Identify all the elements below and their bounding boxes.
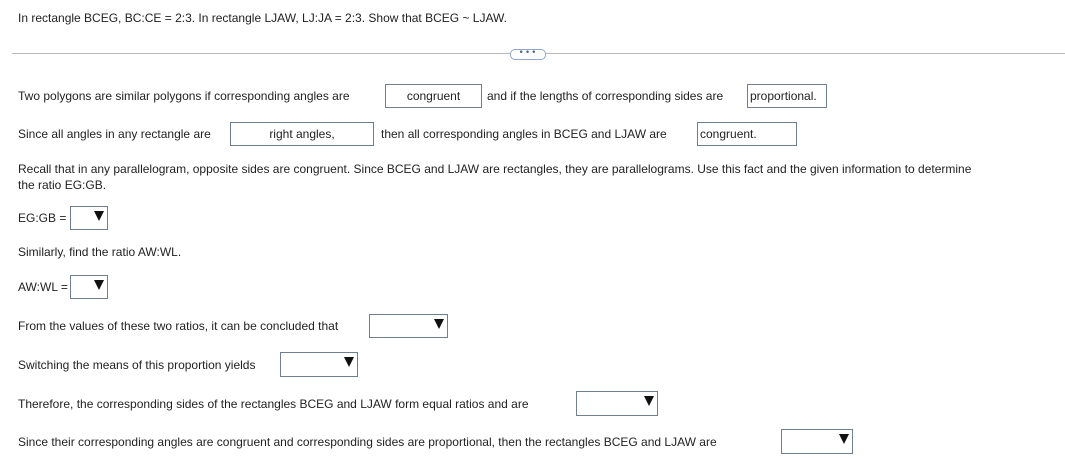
final-conclusion-text: Since their corresponding angles are congruent and corresponding sides are proportional, then the rectangles BCEG and LJAW are [18,435,717,449]
therefore-dropdown[interactable] [576,391,658,416]
chevron-down-icon [644,396,654,406]
right-angles-answer-box[interactable]: right angles, [230,122,374,146]
conclude-text: From the values of these two ratios, it can be concluded that [18,319,339,333]
recall-text-line2: the ratio EG:GB. [18,178,107,192]
rectangle-angles-text: Since all angles in any rectangle are [18,127,211,141]
eg-gb-label: EG:GB = [18,211,67,225]
switching-dropdown[interactable] [280,352,358,377]
eg-gb-dropdown[interactable] [70,206,108,230]
aw-wl-dropdown[interactable] [70,275,108,299]
chevron-down-icon [94,211,104,221]
congruent-answer-box[interactable]: congruent. [697,122,797,146]
angles-answer-box[interactable]: congruent [385,84,482,108]
final-conclusion-dropdown[interactable] [781,429,853,454]
chevron-down-icon [434,319,444,329]
similar-definition-text: Two polygons are similar polygons if corresponding angles are [18,89,350,103]
similarly-text: Similarly, find the ratio AW:WL. [18,245,182,259]
aw-wl-label: AW:WL = [18,280,68,294]
corresponding-angles-text: then all corresponding angles in BCEG and LJAW are [381,127,667,141]
chevron-down-icon [344,357,354,367]
expand-more-button[interactable]: ••• [510,49,546,60]
conclude-dropdown[interactable] [369,314,448,338]
recall-text-line1: Recall that in any parallelogram, opposite sides are congruent. Since BCEG and LJAW are rectangles, they are parallelograms. Use this fact and the given information to determine [18,162,972,176]
chevron-down-icon [839,434,849,444]
chevron-down-icon [94,280,104,290]
sides-definition-text: and if the lengths of corresponding sides are [487,89,724,103]
question-text: In rectangle BCEG, BC:CE = 2:3. In rectangle LJAW, LJ:JA = 2:3. Show that BCEG ~ LJAW. [18,11,508,25]
therefore-text: Therefore, the corresponding sides of the rectangles BCEG and LJAW form equal ratios and are [18,397,529,411]
sides-answer-box[interactable]: proportional. [747,84,827,108]
switching-text: Switching the means of this proportion yields [18,358,256,372]
